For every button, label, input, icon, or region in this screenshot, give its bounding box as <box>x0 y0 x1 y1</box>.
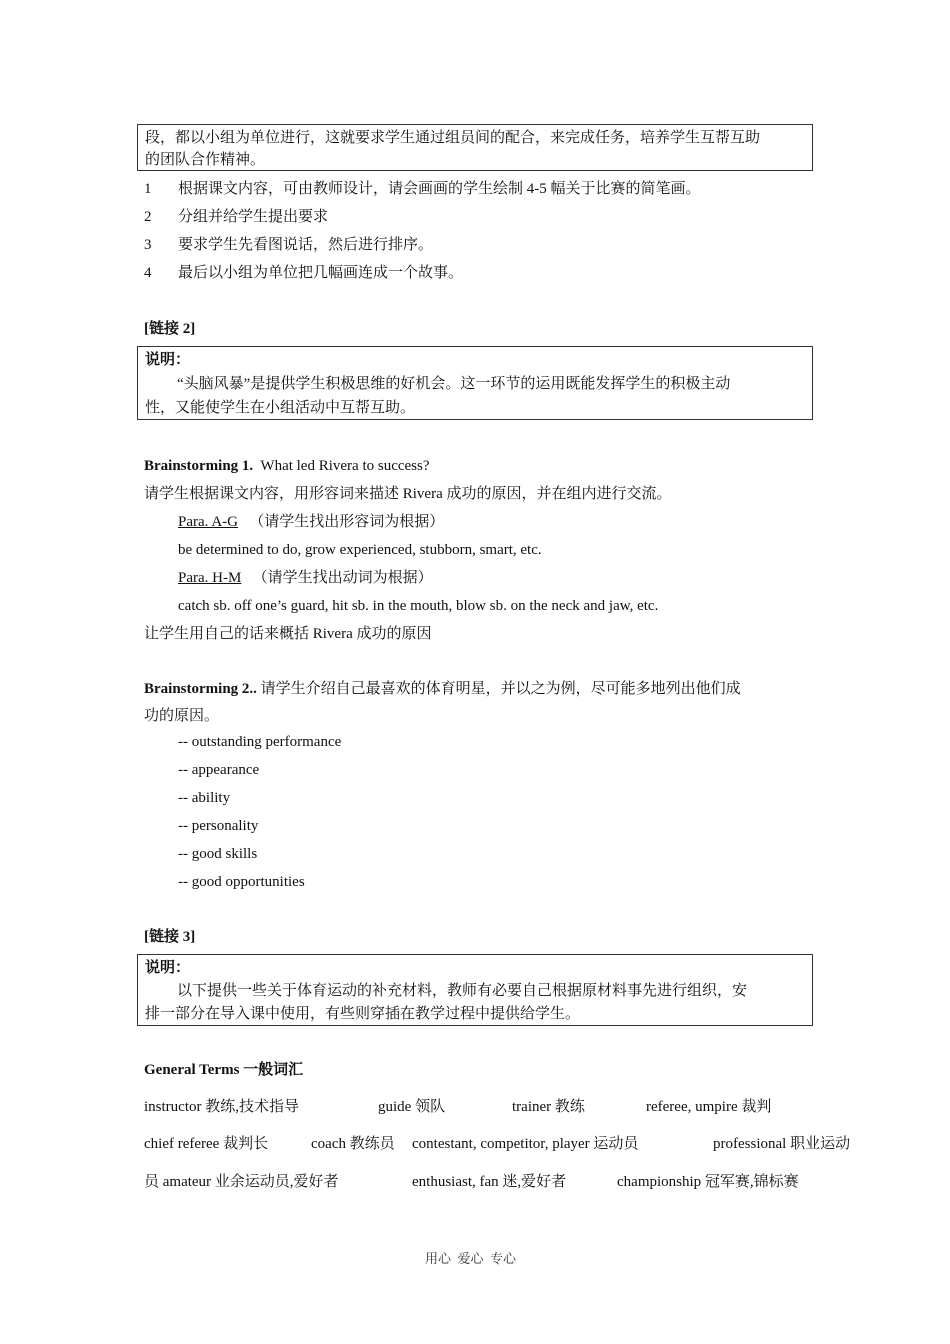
term-item: coach 教练员 <box>311 1136 395 1152</box>
link-3-heading: [链接 3] <box>144 929 196 945</box>
term-item: chief referee 裁判长 <box>144 1136 269 1152</box>
reason-item: -- good skills <box>178 846 258 862</box>
para-a-g-note: （请学生找出形容词为根据） <box>249 514 445 530</box>
link-2-note-title: 说明： <box>145 352 191 368</box>
para-h-m-words: catch sb. off one’s guard, hit sb. in the mouth, blow sb. on the neck and jaw, etc. <box>178 598 659 614</box>
step-2-text: 分组并给学生提出要求 <box>178 209 329 225</box>
brainstorming-2-label: Brainstorming 2.. <box>144 681 257 697</box>
link-3-note-title: 说明： <box>145 960 191 976</box>
brainstorming-1-intro: 请学生根据课文内容，用形容词来描述 Rivera 成功的原因，并在组内进行交流。 <box>144 486 672 502</box>
term-item: enthusiast, fan 迷,爱好者 <box>412 1174 567 1190</box>
term-item: instructor 教练,技术指导 <box>144 1099 299 1115</box>
brainstorming-2-text2: 功的原因。 <box>144 708 220 724</box>
brainstorming-1-question: What led Rivera to success? <box>260 458 430 474</box>
term-item: trainer 教练 <box>512 1099 585 1115</box>
link-2-heading: [链接 2] <box>144 321 196 337</box>
brainstorming-1-label: Brainstorming 1. <box>144 458 254 474</box>
brainstorming-1-summary: 让学生用自己的话来概括 Rivera 成功的原因 <box>144 626 432 642</box>
para-h-m-line <box>178 568 433 588</box>
term-item: 员 amateur 业余运动员,爱好者 <box>144 1174 339 1190</box>
intro-note-box <box>137 124 813 171</box>
intro-note-line1: 段，都以小组为单位进行，这就要求学生通过组员间的配合，来完成任务，培养学生互帮互助 <box>145 130 761 146</box>
step-4-number: 4 <box>144 265 152 281</box>
para-a-g-link[interactable]: Para. A-G <box>178 514 238 530</box>
general-terms-heading: General Terms 一般词汇 <box>144 1062 304 1078</box>
step-4-text: 最后以小组为单位把几幅画连成一个故事。 <box>178 265 464 281</box>
term-item: professional 职业运动 <box>713 1136 851 1152</box>
reason-item: -- good opportunities <box>178 874 305 890</box>
term-item: contestant, competitor, player 运动员 <box>412 1136 639 1152</box>
intro-note-line2: 的团队合作精神。 <box>145 152 266 168</box>
link-3-note-line2: 排一部分在导入课中使用，有些则穿插在教学过程中提供给学生。 <box>145 1006 581 1022</box>
step-3-number: 3 <box>144 237 152 253</box>
brainstorming-2-line1 <box>144 679 741 699</box>
reason-item: -- appearance <box>178 762 260 778</box>
brainstorming-2-text1: 请学生介绍自己最喜欢的体育明星，并以之为例，尽可能多地列出他们成 <box>260 681 741 697</box>
step-1-number: 1 <box>144 181 152 197</box>
step-2-number: 2 <box>144 209 152 225</box>
reason-item: -- personality <box>178 818 259 834</box>
para-a-g-words: be determined to do, grow experienced, stubborn, smart, etc. <box>178 542 542 558</box>
term-item: referee, umpire 裁判 <box>646 1099 772 1115</box>
link-2-note-line1: “头脑风暴”是提供学生积极思维的好机会。这一环节的运用既能发挥学生的积极主动 <box>177 376 731 392</box>
step-1-text: 根据课文内容，可由教师设计，请会画画的学生绘制 4-5 幅关于比赛的简笔画。 <box>178 181 701 197</box>
link-3-note-line1: 以下提供一些关于体育运动的补充材料，教师有必要自己根据原材料事先进行组织，安 <box>177 983 748 999</box>
reason-item: -- ability <box>178 790 231 806</box>
link-2-note-line2: 性，又能使学生在小组活动中互帮互助。 <box>145 400 416 416</box>
link-3-note-box <box>137 954 813 1026</box>
brainstorming-1-line <box>144 456 430 476</box>
para-h-m-note: （请学生找出动词为根据） <box>252 570 433 586</box>
page-footer: 用心 爱心 专心 <box>425 1251 517 1266</box>
link-2-note-box <box>137 346 813 420</box>
term-item: championship 冠军赛,锦标赛 <box>617 1174 799 1190</box>
step-3-text: 要求学生先看图说话，然后进行排序。 <box>178 237 434 253</box>
reason-item: -- outstanding performance <box>178 734 342 750</box>
term-item: guide 领队 <box>378 1099 446 1115</box>
para-a-g-line <box>178 512 444 532</box>
para-h-m-link[interactable]: Para. H-M <box>178 570 242 586</box>
